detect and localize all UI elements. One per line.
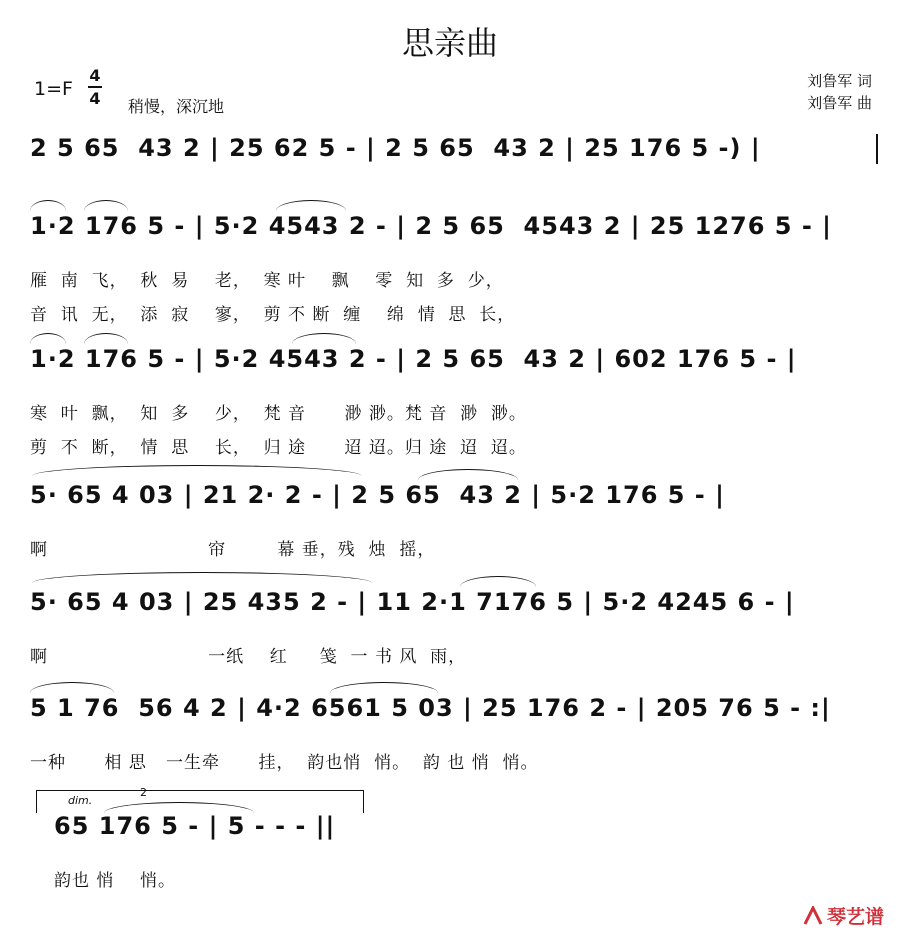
lyricist-credit: 刘鲁军 词: [807, 72, 872, 90]
lyrics-line-6: 一种 相 思 一生牵 挂， 韵也悄 悄。 韵 也 悄 悄。: [30, 753, 539, 773]
notes-line-4: 5· 65 4 03 | 21 2· 2 - | 2 5 65 43 2 | 5·2 176 5 - |: [30, 481, 725, 509]
lyrics-line-4: 啊 帘 幕 垂，残 烛 摇，: [30, 540, 436, 560]
lyrics-line-2-verse-1: 雁 南 飞， 秋 易 老， 寒 叶 飘 零 知 多 少，: [30, 271, 504, 291]
lyrics-line-2-verse-2: 音 讯 无， 添 寂 寥， 剪 不 断 缠 绵 情 思 长，: [30, 305, 516, 325]
notes-line-5: 5· 65 4 03 | 25 435 2 - | 11 2·1 7176 5 | 5·2 4245 6 - |: [30, 588, 795, 616]
notes-line-3: 1·2 176 5 - | 5·2 4543 2 - | 2 5 65 43 2 | 602 176 5 - |: [30, 345, 797, 373]
time-signature-top: 4: [89, 66, 101, 85]
lyrics-line-7: 韵也 悄 悄。: [54, 871, 177, 891]
logo-icon: [803, 906, 823, 926]
volta-number: 2: [140, 786, 147, 799]
lyrics-line-3-verse-1: 寒 叶 飘， 知 多 少， 梵 音 渺 渺。梵 音 渺 渺。: [30, 404, 527, 424]
score-title: 思亲曲: [401, 24, 498, 62]
notes-line-1: 2 5 65 43 2 | 25 62 5 - | 2 5 65 43 2 | 25 176 5 -) |: [30, 134, 761, 162]
watermark-text: 琴艺谱: [826, 906, 884, 928]
dim-marking: dim.: [68, 794, 93, 807]
notes-line-6: 5 1 76 56 4 2 | 4·2 6561 5 03 | 25 176 2 - | 205 76 5 - :|: [30, 694, 831, 722]
key-signature: 1=F: [34, 78, 73, 100]
lyrics-line-5: 啊 一纸 红 笺 一 书 风 雨，: [30, 647, 467, 667]
time-signature-bottom: 4: [89, 89, 101, 108]
time-signature: [88, 66, 102, 108]
notes-line-7: 65 176 5 - | 5 - - - ||: [54, 812, 336, 840]
tempo-marking: 稍慢，深沉地: [128, 97, 225, 116]
lyrics-line-3-verse-2: 剪 不 断， 情 思 长， 归 途 迢 迢。归 途 迢 迢。: [30, 438, 527, 458]
composer-credit: 刘鲁军 曲: [807, 94, 872, 112]
watermark-logo: [803, 902, 884, 929]
notes-line-2: 1·2 176 5 - | 5·2 4543 2 - | 2 5 65 4543 2 | 25 1276 5 - |: [30, 212, 832, 240]
